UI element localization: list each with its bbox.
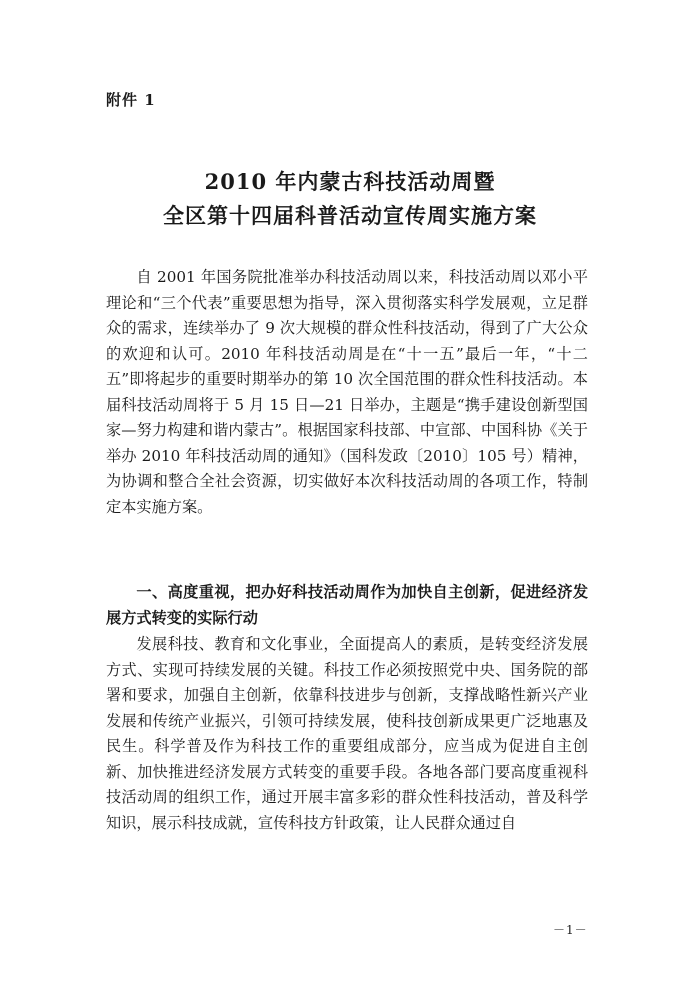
title-line-1: 2010 年内蒙古科技活动周暨: [204, 169, 496, 194]
section-1-heading: 一、高度重视，把办好科技活动周作为加快自主创新，促进经济发展方式转变的实际行动: [106, 583, 588, 627]
intro-paragraph: 自 2001 年国务院批准举办科技活动周以来，科技活动周以邓小平理论和“三个代表”重要思想为指导，深入贯彻落实科学发展观，立足群众的需求，连续举办了 9 次大规模的群众性科技活动，得到了广大公众的欢迎和认可。2010 年科技活动周是在“十一五”最后一年，“十二五”即将起步的重要时期举办的第 10 次全国范围的群众性科技活动。本届科技活动周将于 5 月 15 日—21 日举办，主题是“携手建设创新型国家—努力构建和谐内蒙古”。根据国家科技部、中宣部、中国科协《关于举办 2010 年科技活动周的通知》（国科发政〔2010〕105 号）精神，为协调和整合全社会资源，切实做好本次科技活动周的各项工作，特制定本实施方案。: [106, 268, 588, 516]
title-line-2: 全区第十四届科普活动宣传周实施方案: [163, 203, 537, 228]
section-1-paragraph: 发展科技、教育和文化事业，全面提高人的素质，是转变经济发展方式、实现可持续发展的关键。科技工作必须按照党中央、国务院的部署和要求，加强自主创新，依靠科技进步与创新，支撑战略性新兴产业发展和传统产业振兴，引领可持续发展，使科技创新成果更广泛地惠及民生。科学普及作为科技工作的重要组成部分，应当成为促进自主创新、加快推进经济发展方式转变的重要手段。各地各部门要高度重视科技活动周的组织工作，通过开展丰富多彩的群众性科技活动，普及科学知识，展示科技成就，宣传科技方针政策，让人民群众通过自: [106, 635, 588, 832]
attachment-label: 附件 1: [106, 91, 156, 109]
page-number: －1－: [553, 923, 588, 937]
